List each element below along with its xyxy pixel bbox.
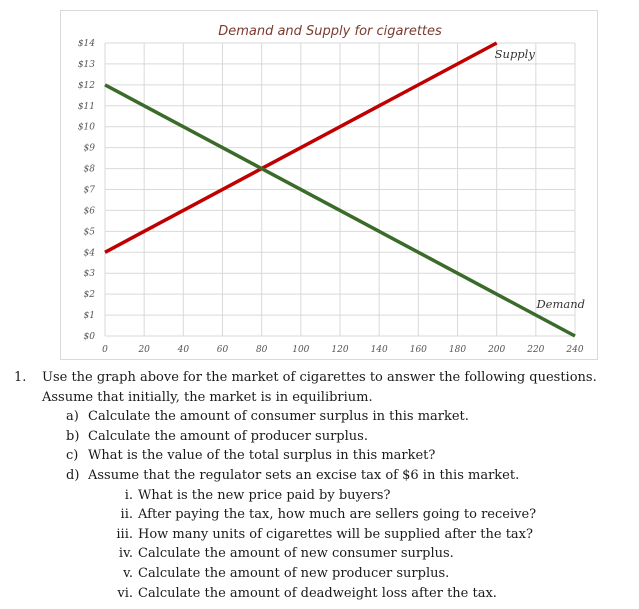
question-part-c (0, 446, 639, 466)
x-tick-label: 120 (331, 345, 349, 355)
subpart-text: After paying the tax, how much are sellers going to receive? (138, 507, 537, 523)
x-tick-label: 20 (138, 345, 150, 355)
question-part-b (0, 427, 639, 447)
x-tick-label: 140 (370, 345, 388, 355)
y-tick-label: $3 (83, 269, 95, 280)
part-label: c) (66, 448, 79, 464)
part-label: d) (66, 467, 80, 483)
x-tick-label: 240 (566, 345, 584, 355)
y-tick-label: $10 (77, 122, 95, 133)
x-tick-label: 60 (216, 345, 229, 355)
y-tick-label: $8 (83, 164, 95, 175)
x-tick-label: 220 (527, 345, 545, 355)
chart-title: Demand and Supply for cigarettes (218, 24, 442, 39)
part-text: What is the value of the total surplus in this market? (88, 448, 436, 464)
subpart-label: ii. (120, 507, 133, 523)
part-label: a) (66, 409, 79, 425)
question-subpart-v (0, 564, 639, 584)
subpart-text: Calculate the amount of deadweight loss after the tax. (138, 585, 497, 601)
question-part-a (0, 407, 639, 427)
question-subpart-vi (0, 584, 639, 604)
y-tick-label: $1 (83, 311, 95, 322)
subpart-label: iii. (116, 526, 133, 542)
subpart-text: How many units of cigarettes will be supplied after the tax? (138, 526, 533, 542)
subpart-text: Calculate the amount of new consumer surplus. (138, 546, 454, 562)
subpart-text: What is the new price paid by buyers? (138, 487, 391, 503)
question-subpart-iii (0, 525, 639, 545)
question-subpart-ii (0, 505, 639, 525)
y-tick-label: $2 (83, 290, 95, 301)
part-text: Calculate the amount of consumer surplus in this market. (88, 409, 469, 425)
subpart-label: v. (123, 565, 133, 581)
subpart-label: iv. (118, 546, 133, 562)
x-tick-label: 0 (102, 345, 108, 355)
y-tick-label: $14 (77, 39, 95, 49)
subpart-text: Calculate the amount of new producer surplus. (138, 565, 450, 581)
supply-label: Supply (494, 47, 535, 61)
subpart-label: i. (124, 487, 133, 503)
y-tick-label: $12 (77, 80, 95, 91)
x-tick-label: 100 (292, 345, 310, 355)
question-subpart-i (0, 486, 639, 506)
x-tick-label: 80 (255, 345, 268, 355)
x-tick-label: 40 (177, 345, 190, 355)
y-tick-label: $0 (83, 332, 95, 342)
x-tick-label: 180 (448, 345, 467, 355)
part-text: Calculate the amount of producer surplus. (88, 428, 368, 444)
y-tick-label: $5 (83, 227, 95, 238)
question-block (0, 368, 639, 603)
question-number: 1. (14, 370, 27, 385)
x-tick-label: 160 (409, 345, 427, 355)
part-text: Assume that the regulator sets an excise tax of $6 in this market. (88, 467, 520, 483)
demand-label: Demand (536, 297, 585, 311)
y-tick-label: $11 (77, 101, 95, 112)
question-1 (0, 368, 639, 407)
y-tick-label: $6 (83, 206, 95, 217)
y-tick-label: $9 (83, 143, 95, 154)
subpart-label: vi. (117, 585, 133, 601)
y-tick-label: $4 (83, 248, 95, 259)
question-part-d (0, 466, 639, 486)
y-tick-label: $13 (77, 59, 95, 70)
question-text: Use the graph above for the market of cigarettes to answer the following questions. Assume that initially, the market is in equilibrium. (42, 370, 597, 405)
question-subpart-iv (0, 544, 639, 564)
x-tick-label: 200 (488, 345, 506, 355)
part-label: b) (66, 428, 80, 444)
y-tick-label: $7 (83, 185, 95, 196)
